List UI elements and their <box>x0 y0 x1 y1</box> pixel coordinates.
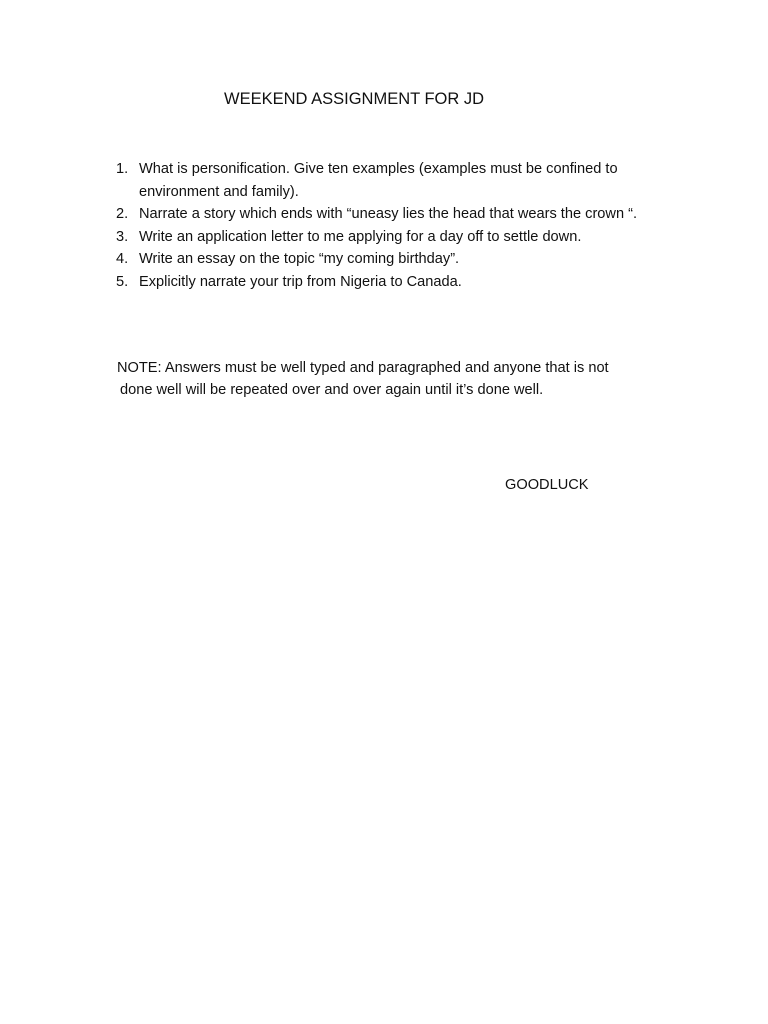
assignment-item <box>116 248 676 271</box>
assignment-number: 2. <box>116 206 129 223</box>
assignment-item <box>116 226 676 249</box>
note-paragraph <box>117 357 697 401</box>
assignment-text: What is personification. Give ten examples (examples must be confined to environment and family). <box>139 161 618 200</box>
assignment-text: Explicitly narrate your trip from Nigeria to Canada. <box>139 273 462 290</box>
assignment-text: Write an essay on the topic “my coming birthday”. <box>139 251 460 268</box>
assignment-text: Write an application letter to me applying for a day off to settle down. <box>139 228 582 245</box>
assignment-number: 3. <box>116 228 129 245</box>
assignment-item <box>116 158 676 203</box>
note-line-1: NOTE: Answers must be well typed and paragraphed and anyone that is not <box>117 360 609 376</box>
assignment-text: Narrate a story which ends with “uneasy lies the head that wears the crown “. <box>139 206 638 223</box>
document-title: WEEKEND ASSIGNMENT FOR JD <box>224 90 485 108</box>
assignment-item <box>116 203 676 226</box>
assignment-number: 1. <box>116 161 129 177</box>
signoff: GOODLUCK <box>505 477 589 493</box>
assignment-number: 4. <box>116 251 129 268</box>
assignment-item <box>116 271 676 294</box>
assignment-number: 5. <box>116 273 129 290</box>
assignment-list <box>116 158 676 294</box>
note-line-2: done well will be repeated over and over again until it’s done well. <box>120 382 544 398</box>
